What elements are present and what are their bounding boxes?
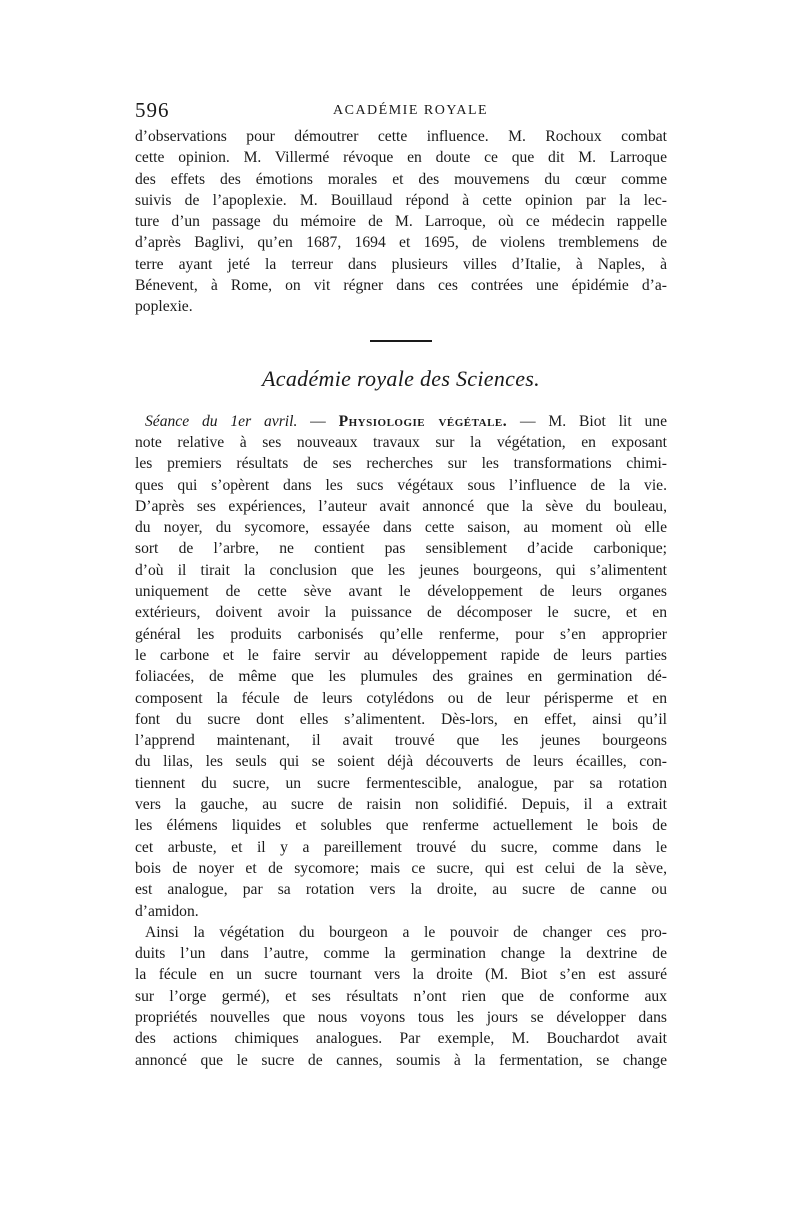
text-line: composent la fécule de leurs cotylédons ou de leur périsperme et en [135,689,667,707]
text-line: Ainsi la végétation du bourgeon a le pouvoir de changer ces pro- [145,923,667,941]
text-line: d’amidon. [135,902,199,920]
text-line: général les produits carbonisés qu’elle renferme, pour s’en approprier [135,625,667,643]
text-line: du lilas, les seuls qui se soient déjà découverts de leurs écailles, con- [135,753,667,771]
section-heading: Physiologie végétale. [338,412,508,430]
text-line: poplexie. [135,298,193,316]
text-line: le carbone et le faire servir au développement rapide de leurs parties [135,646,667,664]
text-line: duits l’un dans l’autre, comme la germination change la dextrine de [135,945,667,963]
separator: — [310,412,326,430]
text-line: D’après ses expériences, l’auteur avait annoncé que la sève du bouleau, [135,497,667,515]
text-line: Bénevent, à Rome, on vit régner dans ces contrées une épidémie d’a- [135,277,667,295]
paragraph-physiologie [135,411,667,922]
page-number: 596 [135,98,170,122]
text-line: sur l’orge germé), et ses résultats n’ont rien que de conforme aux [135,987,667,1005]
text-line: d’observations pour démoutrer cette influence. M. Rochoux combat [135,128,667,145]
text-line: bois de noyer et de sycomore; mais ce sucre, qui est celui de la sève, [135,859,667,877]
text-line: les élémens liquides et solubles que renferme actuellement le bois de [135,817,667,835]
text-line: annoncé que le sucre de cannes, soumis à la fermentation, se change [135,1051,667,1069]
running-head: ACADÉMIE ROYALE [333,103,489,118]
text-line: note relative à ses nouveaux travaux sur la végétation, en exposant [135,433,667,451]
text-line: font du sucre dont elles s’alimentent. Dès-lors, en effet, ainsi qu’il [135,710,667,728]
page-header [135,96,667,126]
text-line: foliacées, de même que les plumules des graines en germination dé- [135,668,667,686]
section-title: Académie royale des Sciences. [262,365,540,391]
paragraph-vegetation [135,922,667,1071]
book-page [135,96,667,1071]
text-line: cet arbuste, et il y a pareillement trouvé du sucre, comme dans le [135,838,667,856]
text-line: extérieurs, doivent avoir la puissance de décomposer le sucre, et en [135,604,667,622]
text-line: la fécule en un sucre tournant vers la droite (M. Biot s’en est assuré [135,966,667,984]
text-line: cette opinion. M. Villermé révoque en doute ce que dit M. Larroque [135,149,667,167]
seance-lead-line [135,411,667,432]
text-line: d’où il tirait la conclusion que les jeunes bourgeons, qui s’alimentent [135,561,667,579]
text-line: sort de l’arbre, ne contient pas sensiblement d’acide carbonique; [135,540,667,558]
paragraph-apoplexie [135,126,667,318]
text-line: tiennent du sucre, un sucre fermentescible, analogue, par sa rotation [135,774,667,792]
text-line: des actions chimiques analogues. Par exemple, M. Bouchardot avait [135,1030,667,1048]
text-line: suivis de l’apoplexie. M. Bouillaud répond à cette opinion par la lec- [135,191,667,209]
text-line: des effets des émotions morales et des mouvemens du cœur comme [135,170,667,188]
text-line: uniquement de cette sève avant le développement de leurs organes [135,583,667,601]
text-line: propriétés nouvelles que nous voyons tous les jours se développer dans [135,1008,667,1026]
text-line: du noyer, du sycomore, essayée dans cette saison, au moment où elle [135,519,667,537]
section-divider [370,340,432,342]
seance-date: Séance du 1er avril. [145,412,298,430]
text-line: ques qui s’opèrent dans les sucs végétaux sous l’influence de la vie. [135,476,667,494]
text-line: l’apprend maintenant, il avait trouvé que les jeunes bourgeons [135,732,667,750]
text-line: vers la gauche, au sucre de raisin non solidifié. Depuis, il a extrait [135,796,667,814]
text-line: d’après Baglivi, qu’en 1687, 1694 et 1695, de violens tremblemens de [135,234,667,252]
text-line: terre ayant jeté la terreur dans plusieurs villes d’Italie, à Naples, à [135,255,667,273]
text-line: ture d’un passage du mémoire de M. Larroque, où ce médecin rappelle [135,213,667,231]
text-line: est analogue, par sa rotation vers la droite, au sucre de canne ou [135,881,667,899]
text-line: les premiers résultats de ses recherches sur les transformations chimi- [135,455,667,473]
lead-rest: — M. Biot lit une [520,412,667,430]
